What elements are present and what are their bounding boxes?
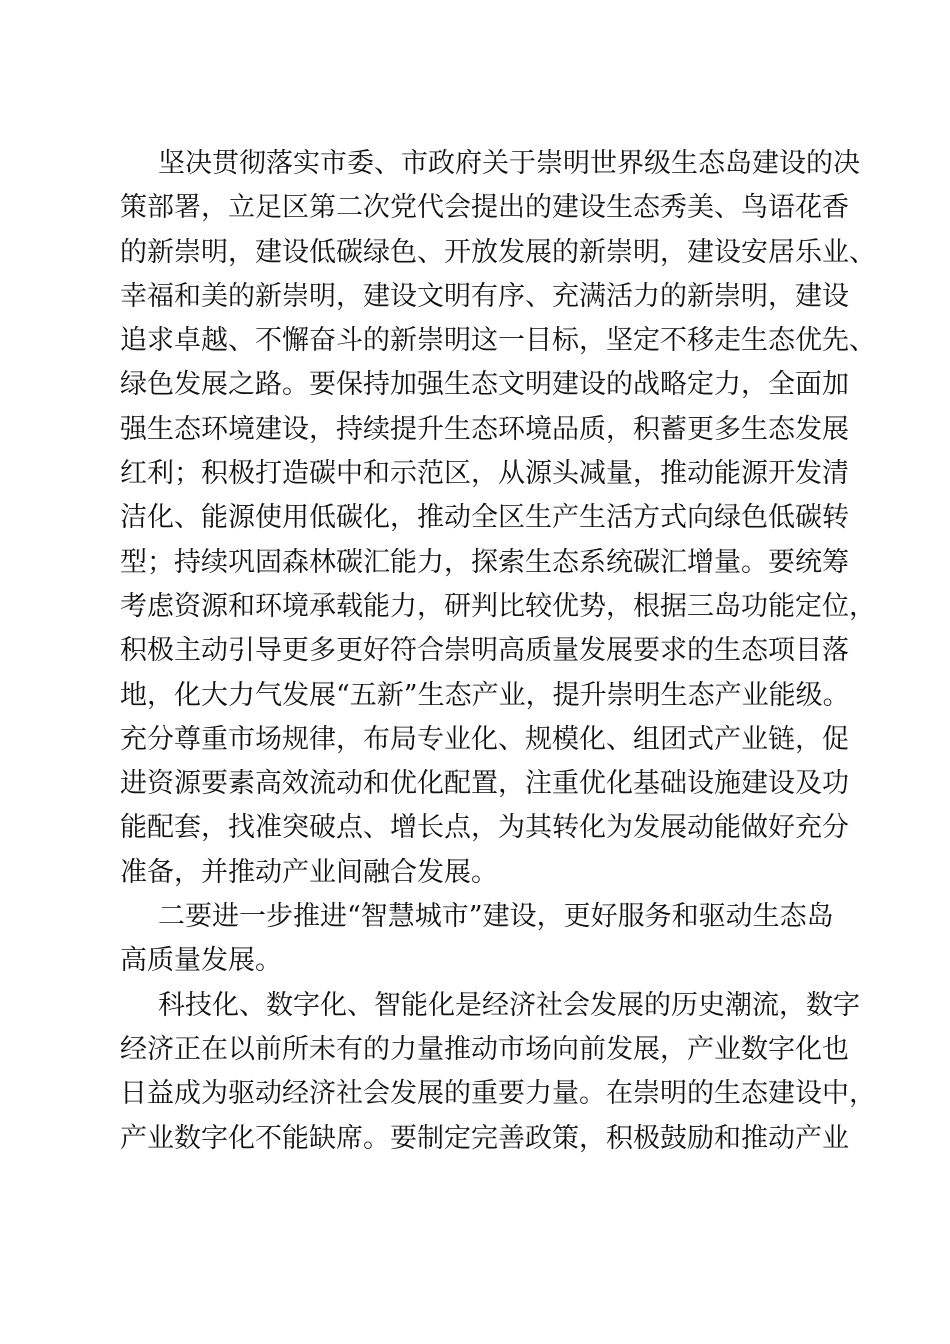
text-line: 二要进一步推进“智慧城市”建设，更好服务和驱动生态岛 [158,901,834,933]
text-line: 充分尊重市场规律，布局专业化、规模化、组团式产业链，促 [120,723,849,755]
text-line: 地，化大力气发展“五新”生态产业，提升崇明生态产业能级。 [120,679,850,711]
text-line: 强生态环境建设，持续提升生态环境品质，积蓄更多生态发展 [120,413,849,445]
text-line: 幸福和美的新崇明，建设文明有序、充满活力的新崇明，建设 [120,280,849,312]
text-line: 的新崇明，建设低碳绿色、开放发展的新崇明，建设安居乐业、 [120,236,876,268]
text-line: 型；持续巩固森林碳汇能力，探索生态系统碳汇增量。要统筹 [120,546,849,578]
text-line: 产业数字化不能缺席。要制定完善政策，积极鼓励和推动产业 [120,1122,849,1154]
text-line: 坚决贯彻落实市委、市政府关于崇明世界级生态岛建设的决 [158,148,860,179]
text-line: 准备，并推动产业间融合发展。 [120,856,498,888]
paragraph-smart-city-heading [120,895,840,984]
text-line: 能配套，找准突破点、增长点，为其转化为发展动能做好充分 [120,812,849,844]
text-line: 积极主动引导更多更好符合崇明高质量发展要求的生态项目落 [120,635,849,667]
text-line: 日益成为驱动经济社会发展的重要力量。在崇明的生态建设中， [120,1078,876,1110]
text-line: 策部署，立足区第二次党代会提出的建设生态秀美、鸟语花香 [120,192,849,224]
text-line: 考虑资源和环境承载能力，研判比较优势，根据三岛功能定位， [120,590,876,622]
text-line: 经济正在以前所未有的力量推动市场向前发展，产业数字化也 [120,1033,849,1065]
text-line: 追求卓越、不懈奋斗的新崇明这一目标，坚定不移走生态优先、 [120,325,876,357]
text-line: 科技化、数字化、智能化是经济社会发展的历史潮流，数字 [158,989,860,1021]
text-line: 红利；积极打造碳中和示范区，从源头减量，推动能源开发清 [120,458,849,490]
text-line: 进资源要素高效流动和优化配置，注重优化基础设施建设及功 [120,768,849,800]
paragraph-ecology [120,142,876,895]
document-body [120,142,876,1161]
text-line: 高质量发展。 [120,945,282,977]
text-line: 洁化、能源使用低碳化，推动全区生产生活方式向绿色低碳转 [120,502,849,534]
text-line: 绿色发展之路。要保持加强生态文明建设的战略定力，全面加 [120,369,849,401]
paragraph-digitalization [120,984,876,1161]
